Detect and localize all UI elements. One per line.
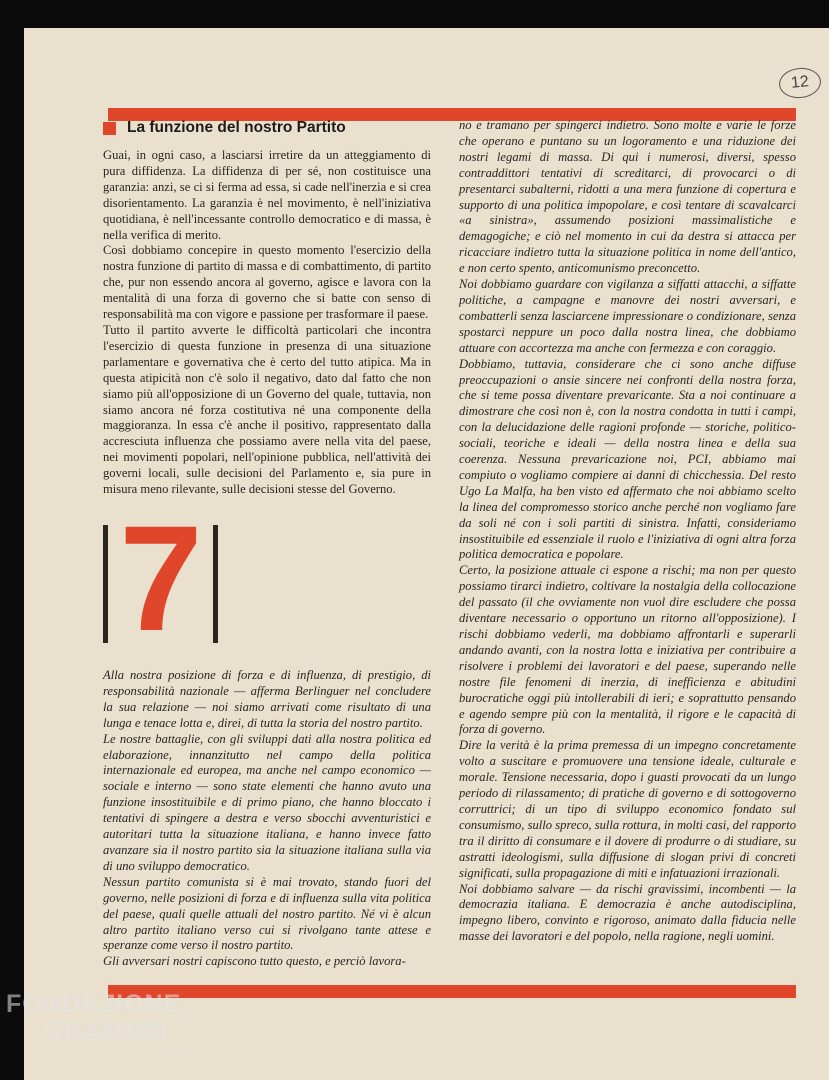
- watermark-line2: GRAMSCI: [44, 1018, 170, 1046]
- paragraph: Certo, la posizione attuale ci espone a rischi; ma non per questo possiamo tirarci indietro, coltivare la nostalgia della collocazione del passato (il che ovviamente non vuol dire escludere che possa diventare necessario o opportuno un ritorno all'opposizione). I rischi dobbiamo vederli, ma dobbiamo affrontarli e superarli andando avanti, con la nostra lotta e iniziativa per contribuire a risolvere i problemi dei lavoratori e del paese, superando nelle nostre file fenomeni di inerzia, di inefficienza e abitudini burocratiche oggi più intollerabili di ieri; e soprattutto pensando e agendo sempre più con la mentalità, il rigore e le capacità di forza di governo.: [459, 563, 796, 737]
- red-square-bullet-icon: [103, 122, 116, 135]
- right-column: [459, 118, 796, 945]
- paragraph: Dire la verità è la prima premessa di un impegno concretamente volto a suscitare e promuovere una tensione ideale, culturale e morale. Tensione necessaria, dopo i guasti provocati da un lungo periodo di rilassamento; di pratiche di governo e di sottogoverno corruttrici; di un tipo di sviluppo economico fondato sul consumismo, sullo spreco, sulla rottura, in molti casi, del rapporto tra il diritto di consumare e il dovere di produrre o di studiare, su astratti ideologismi, sulla diffusione di slogan privi di concreti significati, sulla propagazione di miti e infatuazioni irrazionali.: [459, 738, 796, 880]
- paragraph: Guai, in ogni caso, a lasciarsi irretire da un atteggiamento di pura diffidenza. La diffidenza di per sé, non costituisce una garanzia: anzi, se ci si ferma ad essa, si cade nell'inerzia e si crea disorientamento. La garanzia è nel movimento, è nell'iniziativa quotidiana, è nell'incessante controllo democratico e di massa, è nella verifica di merito.: [103, 148, 431, 242]
- paragraph: Nessun partito comunista si è mai trovato, stando fuori del governo, nelle posizioni di forza e di influenza sulla vita politica del paese, quali quelle attuali del nostro partito. Né vi è alcun altro partito italiano verso cui si rivolgano tante attese e speranze come verso il nostro partito.: [103, 874, 431, 953]
- watermark-logo: [6, 990, 195, 1058]
- chapter-number-block: [103, 494, 219, 662]
- paragraph: Le nostre battaglie, con gli sviluppi dati alla nostra politica ed elaborazione, innanzitutto nel campo della politica internazionale ed europea, ma anche nel campo economico — sociale e interno — sono state elementi che hanno avuto una funzione insostituibile e di primo piano, che hanno bloccato i tentativi di spingere a destra e verso sbocchi avventuristici e autoritari tutta la situazione italiana, e hanno invece fatto avanzare sia il nostro partito sia la situazione italiana sulla via di uno sviluppo democratico.: [103, 731, 431, 873]
- left-vertical-bar: [103, 525, 108, 643]
- right-vertical-bar: [213, 525, 218, 643]
- watermark-line1: FONDAZIONE: [6, 990, 182, 1018]
- section-heading: [103, 119, 443, 137]
- left-column-bottom: [103, 668, 431, 970]
- paragraph: no e tramano per spingerci indietro. Sono molte e varie le forze che operano e puntano su un logoramento e una riduzione dei nostri legami di massa. Di qui i numerosi, diversi, spesso contraddittori tentativi di screditarci, di provocarci o di presentarci subalterni, ridotti a una mera funzione di copertura e supporto di una politica impopolare, e così tentare di scavalcarci «a sinistra», assumendo posizioni massimalistiche e demagogiche; e ciò nel momento in cui da destra si attacca per ricacciare indietro tutta la situazione politica in nome dell'antico, e non certo spento, anticomunismo preconcetto.: [459, 118, 796, 276]
- paragraph: Dobbiamo, tuttavia, considerare che ci sono anche diffuse preoccupazioni o ansie sincere nei confronti della nostra forza, che si teme possa diventare prevaricante. Sta a noi continuare a dimostrare che così non è, con la nostra condotta in tutti i campi, con la delucidazione delle ragioni profonde — storiche, politico-sociali, teoriche e ideali — della nostra linea e della sua coerenza. Nessuna prevaricazione noi, PCI, abbiamo mai compiuto o vogliamo compiere ai danni di chicchessia. Del resto Ugo La Malfa, ha ben visto ed affermato che noi abbiamo scelto la linea del compromesso storico anche perché non vogliamo fare da soli né con i soli partiti di sinistra. Infatti, consideriamo insostituibile ed essenziale il ruolo e l'iniziativa di ogni altra forza politica democratica e popolare.: [459, 356, 796, 562]
- page-number: 12: [778, 66, 823, 100]
- bottom-red-rule: [108, 985, 796, 998]
- chapter-number: 7: [119, 494, 203, 662]
- watermark-line3: onlus: [166, 1047, 195, 1058]
- section-title: La funzione del nostro Partito: [127, 119, 346, 136]
- left-column-top: [103, 148, 431, 498]
- paragraph: Noi dobbiamo guardare con vigilanza a siffatti attacchi, a siffatte politiche, a campagne e manovre dei nostri avversari, e combatterli senza lasciarcene impressionare o condizionare, senza spostarci neppure un poco dalla nostra linea, che dobbiamo attuare con accortezza ma anche con fermezza e con coraggio.: [459, 277, 796, 355]
- paragraph: Così dobbiamo concepire in questo momento l'esercizio della nostra funzione di partito di massa e di combattimento, di partito che, pur non essendo ancora al governo, agisce e lavora con la mentalità di una forza di governo che si batte con senso di responsabilità ma con vigore e passione per trasformare il paese.: [103, 243, 431, 322]
- paragraph: Gli avversari nostri capiscono tutto questo, e perciò lavora-: [103, 954, 406, 969]
- paragraph: Noi dobbiamo salvare — da rischi gravissimi, incombenti — la democrazia italiana. E democrazia è anche autodisciplina, impegno libero, convinto e rigoroso, animato dalla fiducia nelle masse dei lavoratori e del popolo, nella ragione, negli uomini.: [459, 881, 796, 944]
- paragraph: Alla nostra posizione di forza e di influenza, di prestigio, di responsabilità nazionale — afferma Berlinguer nel concludere la sua relazione — noi siamo arrivati come risultato di una lunga e tenace lotta e, direi, di tutta la storia del nostro partito.: [103, 668, 431, 730]
- paragraph: Tutto il partito avverte le difficoltà particolari che incontra l'esercizio di questa funzione in presenza di una situazione parlamentare e governativa che è certo del tutto atipica. Ma in questa atipicità non c'è solo il negativo, dato dal fatto che non siamo più all'opposizione di un Governo del quale, tuttavia, non siamo ancora né forza costitutiva né una componente della maggioranza. In essa c'è anche il positivo, rappresentato dalla accresciuta influenza che possiamo avere nella vita del paese, nei movimenti popolari, nell'opinione pubblica, nell'attività dei governi locali, sulle decisioni del Parlamento e, sia pure in misura meno rilevante, sulle decisioni stesse del Governo.: [103, 322, 431, 497]
